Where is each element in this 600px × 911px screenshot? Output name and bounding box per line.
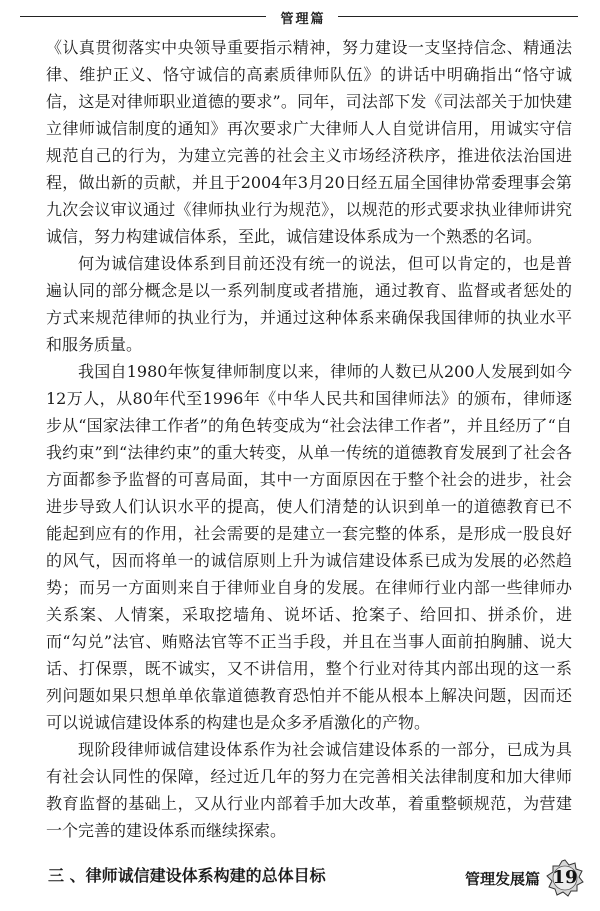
header-title: 管理篇 bbox=[280, 12, 326, 27]
paragraph-1: 《认真贯彻落实中央领导重要指示精神，努力建设一支坚持信念、精通法律、维护正义、恪守诚信的高素质律师队伍》的讲话中明确指出“恪守诚信，这是对律师职业道德的要求”。同年，司法部下发《司法部关于加快建立律师诚信制度的通知》再次要求广大律师人人自觉讲信用，用诚实守信规范自己的行为，为建立完善的社会主义市场经济秩序，推进依法治国进程，做出新的贡献，并且于2004年3月20日经五届全国律协常委理事会第九次会议审议通过《律师执业行为规范》，以规范的形式要求执业律师讲究诚信，努力构建诚信体系，至此，诚信建设体系成为一个熟悉的名词。 bbox=[46, 38, 572, 246]
body-text bbox=[46, 34, 572, 889]
page-number-badge bbox=[546, 859, 584, 897]
paragraph-3: 我国自1980年恢复律师制度以来，律师的人数已从200人发展到如今12万人，从80年代至1996年《中华人民共和国律师法》的颁布，律师逐步从“国家法律工作者”的角色转变成为“社会法律工作者”，并且经历了“自我约束”到“法律约束”的重大转变，从单一传统的道德教育发展到了社会各方面都参予监督的可喜局面，其中一方面原因在于整个社会的进步，社会进步导致人们认识水平的提高，使人们清楚的认识到单一的道德教育已不能起到应有的作用，社会需要的是建立一套完整的体系，是形成一股良好的风气，因而将单一的诚信原则上升为诚信建设体系已成为发展的必然趋势；而另一方面则来自于律师业自身的发展。在律师行业内部一些律师办关系案、人情案，采取挖墙角、说坏话、抢案子、给回扣、拼杀价，进而“勾兑”法官、贿赂法官等不正当手段，并且在当事人面前拍胸脯、说大话、打保票，既不诚实，又不讲信用，整个行业对待其内部出现的这一系列问题如果只想单单依靠道德教育恐怕并不能从根本上解决问题，因而还可以说诚信建设体系的构建也是众多矛盾激化的产物。 bbox=[46, 362, 572, 732]
header-rule-right bbox=[338, 16, 578, 17]
running-header bbox=[0, 6, 600, 26]
header-rule-left bbox=[20, 16, 266, 17]
page-footer bbox=[465, 858, 584, 898]
paragraph-4: 现阶段律师诚信建设体系作为社会诚信建设体系的一部分，已成为具有社会认同性的保障，经过近几年的努力在完善相关法律制度和加大律师教育监督的基础上，又从行业内部着手加大改革，着重整顿规范，为营建一个完善的建设体系而继续探索。 bbox=[46, 740, 572, 840]
paragraph-2: 何为诚信建设体系到目前还没有统一的说法，但可以肯定的，也是普遍认同的部分概念是以一系列制度或者措施，通过教育、监督或者惩处的方式来规范律师的执业行为，并通过这种体系来确保我国律师的执业水平和服务质量。 bbox=[46, 254, 572, 354]
page-number: 19 bbox=[552, 867, 578, 888]
section-heading: 三 、律师诚信建设体系构建的总体目标 bbox=[48, 866, 326, 885]
footer-section-label: 管理发展篇 bbox=[464, 869, 540, 888]
